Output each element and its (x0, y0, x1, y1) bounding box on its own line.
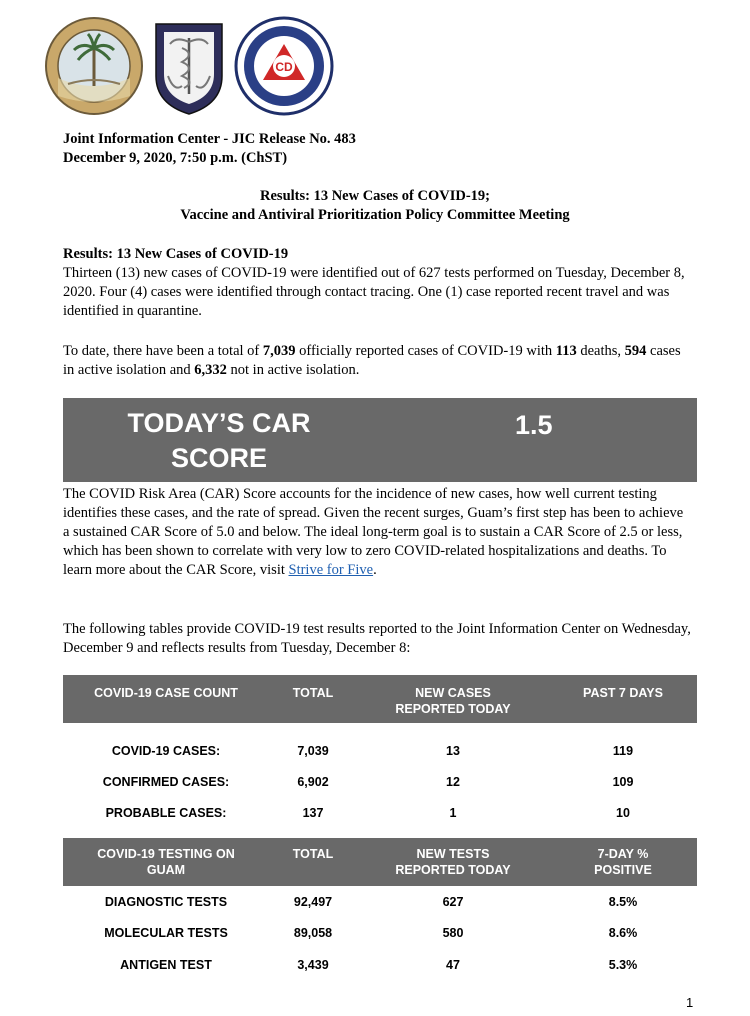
car-label-line-2: SCORE (170, 443, 268, 473)
row-label: PROBABLE CASES: (105, 805, 227, 820)
totals-text: deaths, (576, 343, 625, 359)
total-deaths: 113 (555, 343, 577, 359)
release-header (63, 130, 356, 168)
cell-total: 137 (302, 805, 324, 820)
public-health-logo (152, 16, 226, 121)
cell-new: 13 (446, 743, 460, 758)
column-header: PAST 7 DAYS (549, 675, 697, 723)
title-line-2: Vaccine and Antiviral Prioritization Policy Committee Meeting (180, 207, 570, 223)
totals-text: To date, there have been a total of (63, 343, 263, 359)
car-description (63, 485, 693, 580)
row-label: CONFIRMED CASES: (102, 774, 230, 789)
cell-total: 89,058 (293, 926, 333, 940)
active-isolation: 594 (624, 343, 647, 359)
column-header: TOTAL (269, 675, 357, 723)
column-header: NEW CASES REPORTED TODAY (357, 675, 549, 723)
cell-new: 1 (449, 805, 457, 820)
results-section (63, 245, 693, 321)
table-row (63, 886, 697, 917)
governors-seal-logo (44, 16, 144, 121)
cell-total: 3,439 (297, 958, 329, 972)
table-header-row (63, 838, 697, 886)
table-row (63, 735, 697, 766)
cell-past-7: 109 (612, 774, 634, 789)
car-score-banner (63, 398, 697, 482)
table-row (63, 797, 697, 828)
not-active-isolation: 6,332 (194, 362, 227, 378)
results-heading: Results: 13 New Cases of COVID-19 (63, 246, 289, 262)
cell-new: 12 (446, 774, 460, 789)
row-label: DIAGNOSTIC TESTS (104, 894, 228, 909)
cell-past-7: 10 (616, 805, 630, 820)
cell-total: 92,497 (293, 894, 333, 909)
car-label-line-1: TODAY’S CAR (127, 408, 311, 438)
release-date: December 9, 2020, 7:50 p.m. (ChST) (63, 150, 288, 166)
column-header: COVID-19 CASE COUNT (63, 675, 269, 723)
table-row (63, 917, 697, 949)
results-body: Thirteen (13) new cases of COVID-19 were identified out of 627 tests performed on Tuesday, December 8, 2020. Four (4) cases were identified through contact tracing. One (1) case reported recent travel and was identified in quarantine. (63, 265, 685, 319)
car-score-label (99, 406, 339, 476)
svg-text:CD: CD (275, 60, 293, 74)
release-number: Joint Information Center - JIC Release No. 483 (63, 131, 356, 147)
totals-text: not in active isolation. (226, 362, 360, 378)
title-line-1: Results: 13 New Cases of COVID-19; (260, 188, 490, 204)
release-title (0, 187, 750, 225)
cell-positive: 5.3% (608, 958, 638, 972)
column-header: NEW TESTS REPORTED TODAY (357, 838, 549, 886)
homeland-security-logo (234, 16, 334, 121)
cell-new: 47 (446, 958, 460, 972)
column-header: TOTAL (269, 838, 357, 886)
cell-positive: 8.6% (608, 926, 638, 940)
case-count-table (63, 675, 697, 828)
cell-past-7: 119 (612, 743, 634, 758)
totals-text: officially reported cases of COVID-19 with (295, 343, 556, 359)
row-label: COVID-19 CASES: (111, 743, 221, 758)
tables-intro: The following tables provide COVID-19 test results reported to the Joint Information Center on Wednesday, December 9 and reflects results from Tuesday, December 8: (63, 621, 691, 656)
cell-total: 6,902 (297, 774, 329, 789)
totals-paragraph (63, 342, 693, 380)
row-label: ANTIGEN TEST (120, 958, 212, 972)
page-number: 1 (686, 995, 694, 1010)
testing-table (63, 838, 697, 981)
totals-text: cases in active isolation and (63, 343, 681, 378)
car-score-value: 1.5 (515, 410, 553, 440)
cell-new: 627 (442, 894, 464, 909)
strive-for-five-link[interactable]: Strive for Five (288, 562, 374, 578)
column-header: COVID-19 TESTING ON GUAM (63, 838, 269, 886)
cell-positive: 8.5% (608, 894, 638, 909)
cell-new: 580 (442, 926, 464, 940)
cell-total: 7,039 (297, 743, 329, 758)
table-header-row (63, 675, 697, 723)
car-description-end: . (373, 562, 377, 578)
table-row (63, 949, 697, 981)
car-description-text: The COVID Risk Area (CAR) Score accounts for the incidence of new cases, how well current testing identifies these cases, and the rate of spread. Given the recent surges, Guam’s first step has been to achieve a sustained CAR Score of 5.0 and below. The ideal long-term goal is to sustain a CAR Score of 2.5 or less, which has been shown to correlate with very low to zero COVID-related hospitalizations and deaths. To learn more about the CAR Score, visit (63, 486, 684, 578)
column-header: 7-DAY % POSITIVE (549, 838, 697, 886)
table-row (63, 766, 697, 797)
total-cases: 7,039 (262, 343, 296, 359)
row-label: MOLECULAR TESTS (104, 926, 228, 940)
